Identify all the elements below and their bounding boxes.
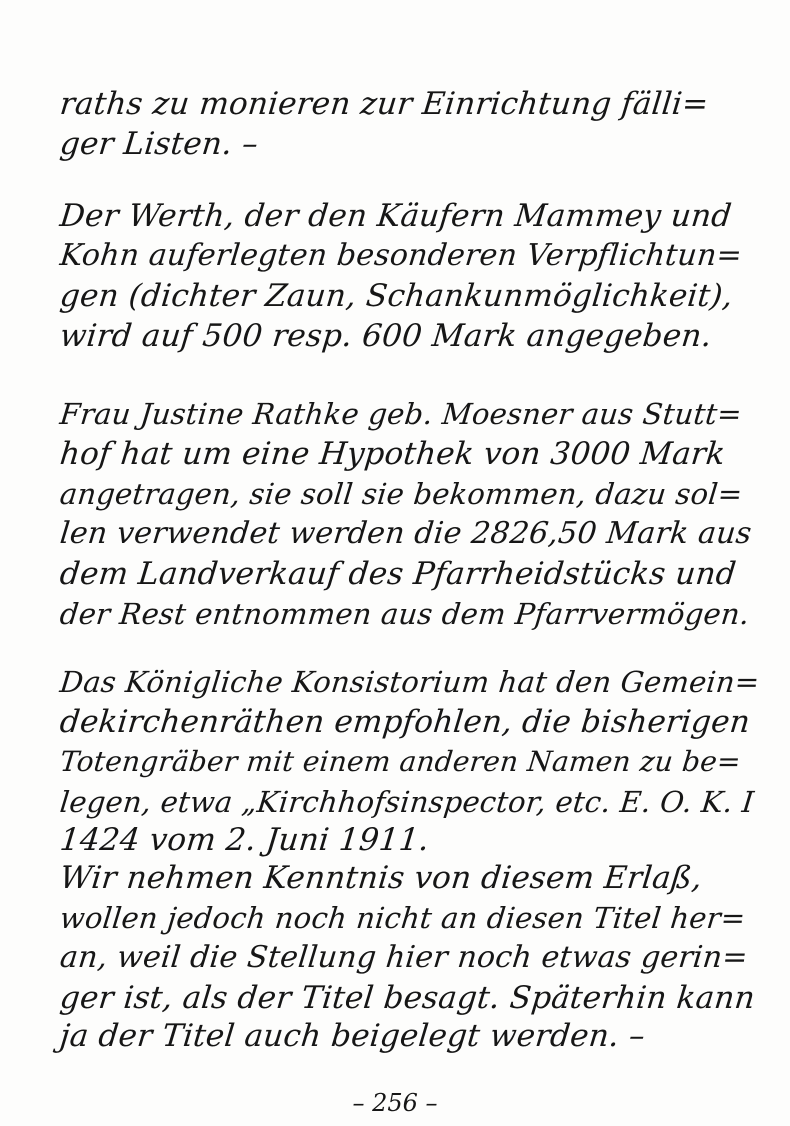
text-line-10: len verwendet werden die 2826,50 Mark aus <box>58 516 754 551</box>
text-line-1: raths zu monieren zur Einrichtung fälli= <box>58 86 711 122</box>
text-line-6: wird auf 500 resp. 600 Mark angegeben. <box>58 318 714 354</box>
text-line-17: 1424 vom 2. Juni 1911. <box>58 822 431 858</box>
text-line-5: gen (dichter Zaun, Schankunmöglichkeit), <box>58 278 735 314</box>
page-number: – 256 – <box>352 1089 438 1117</box>
text-line-20: an, weil die Stellung hier noch etwas gerin= <box>58 940 750 975</box>
text-line-7: Frau Justine Rathke geb. Moesner aus Stutt= <box>58 397 744 431</box>
text-line-8: hof hat um eine Hypothek von 3000 Mark <box>58 436 727 472</box>
text-line-14: dekirchenräthen empfohlen, die bisherigen <box>58 704 752 740</box>
text-line-11: dem Landverkauf des Pfarrheidstücks und <box>58 556 738 592</box>
text-line-18: Wir nehmen Kenntnis von diesem Erlaß, <box>58 860 704 896</box>
text-line-22: ja der Titel auch beigelegt werden. – <box>58 1018 647 1054</box>
text-line-2: ger Listen. – <box>58 126 260 162</box>
text-line-3: Der Werth, der den Käufern Mammey und <box>58 198 734 234</box>
text-line-4: Kohn auferlegten besonderen Verpflichtun= <box>58 238 744 273</box>
text-line-21: ger ist, als der Titel besagt. Späterhin kann <box>58 980 757 1016</box>
text-line-9: angetragen, sie soll sie bekommen, dazu sol= <box>58 477 745 511</box>
text-line-19: wollen jedoch noch nicht an diesen Titel her= <box>58 901 748 935</box>
text-line-15: Totengräber mit einem anderen Namen zu be= <box>58 745 743 778</box>
text-line-16: legen, etwa „Kirchhofsinspector, etc. E. O. K. I <box>58 785 756 819</box>
text-line-12: der Rest entnommen aus dem Pfarrvermögen. <box>58 597 752 631</box>
text-line-13: Das Königliche Konsistorium hat den Gemein= <box>58 665 762 699</box>
